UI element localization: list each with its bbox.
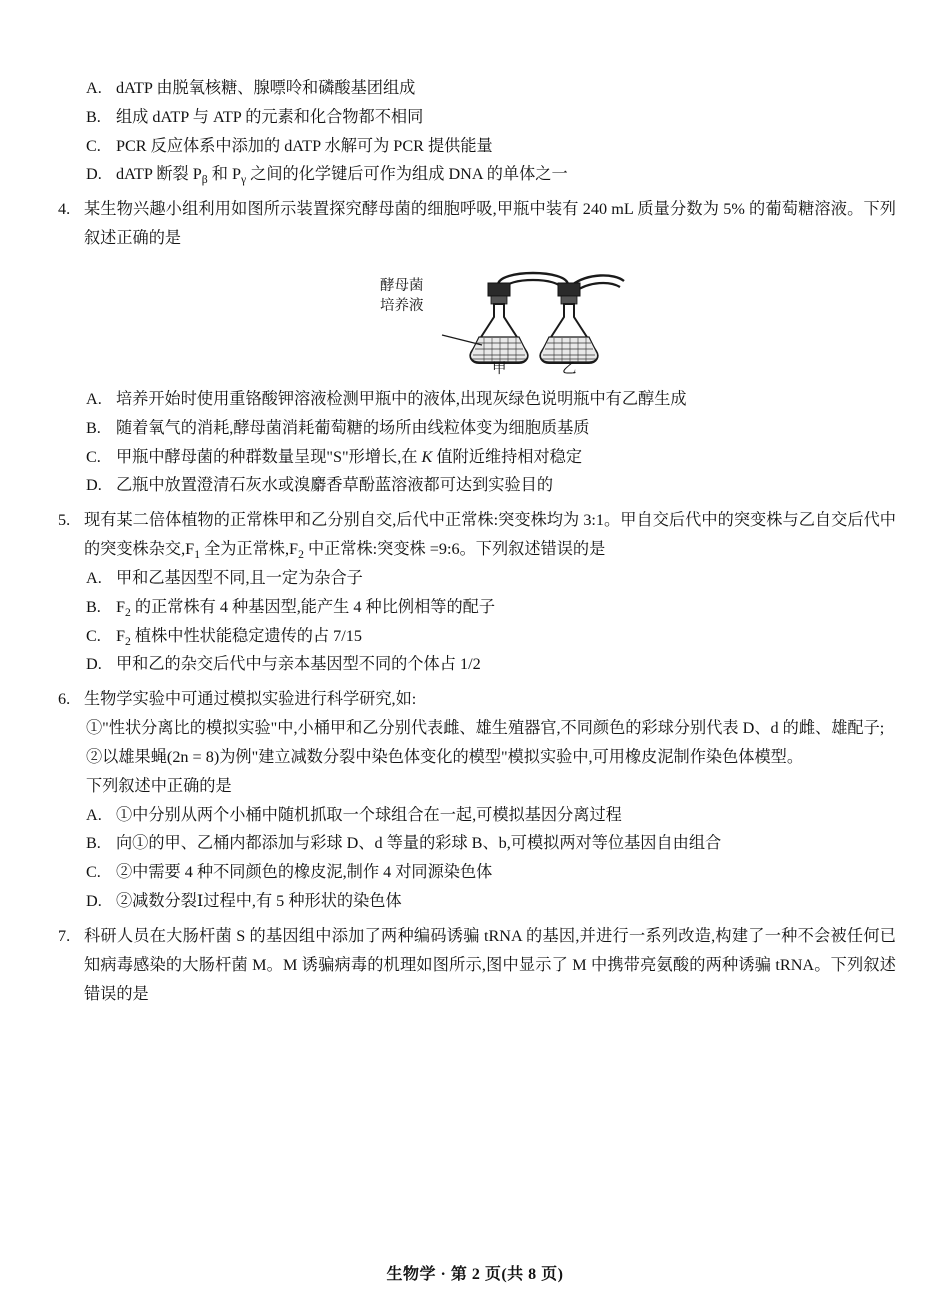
option-row[interactable]: [58, 74, 896, 103]
option-label: D.: [86, 165, 102, 184]
option-text: 甲和乙的杂交后代中与亲本基因型不同的个体占 1/2: [116, 655, 481, 674]
question-stem: 现有某二倍体植物的正常株甲和乙分别自交,后代中正常株:突变株均为 3:1。甲自交后代中的突变株与乙自交后代中的突变株杂交$,F_1$ 全为正常株$,F_2$ 中正常株:突变株 =9:6。下列叙述错误的是: [84, 511, 896, 562]
option-label: C.: [86, 136, 101, 155]
option-text: ②中需要 4 种不同颜色的橡皮泥,制作 4 对同源染色体: [116, 863, 493, 882]
question-number: 4.: [58, 200, 71, 219]
option-text: ②减数分裂Ⅰ过程中,有 5 种形状的染色体: [116, 892, 402, 911]
option-text: 培养开始时使用重铬酸钾溶液检测甲瓶中的液体,出现灰绿色说明瓶中有乙醇生成: [116, 389, 687, 408]
question-sub-item-2: ②以雄果蝇(2n = 8)为例"建立减数分裂中染色体变化的模型"模拟实验中,可用橡皮泥制作染色体模型。: [86, 747, 804, 766]
option-label: A.: [86, 389, 102, 408]
option-text: $F_2$ 的正常株有 4 种基因型,能产生 4 种比例相等的配子: [116, 597, 496, 619]
question-prompt-line: 下列叙述中正确的是: [86, 776, 232, 795]
option-text: 组成 dATP 与 ATP 的元素和化合物都不相同: [116, 107, 424, 126]
option-row[interactable]: [58, 132, 896, 161]
option-row[interactable]: [58, 650, 896, 679]
option-label: D.: [86, 476, 102, 495]
question-block-4: [58, 195, 896, 500]
option-row[interactable]: [58, 622, 896, 651]
option-label: B.: [86, 834, 101, 853]
option-label: B.: [86, 418, 101, 437]
option-label: C.: [86, 863, 101, 882]
option-row[interactable]: [58, 160, 896, 189]
option-text: 随着氧气的消耗,酵母菌消耗葡萄糖的场所由线粒体变为细胞质基质: [116, 418, 590, 437]
question-stem: 科研人员在大肠杆菌 S 的基因组中添加了两种编码诱骗 tRNA 的基因,并进行一系列改造,构建了一种不会被任何已知病毒感染的大肠杆菌 M。M 诱骗病毒的机理如图所示,图中显示了 M 中携带亮氨酸的两种诱骗 tRNA。下列叙述错误的是: [84, 926, 896, 1003]
figure-label-culture: 酵母菌 培养液: [380, 277, 424, 314]
option-text: dATP 由脱氧核糖、腺嘌呤和磷酸基团组成: [116, 79, 416, 97]
option-label: C.: [86, 626, 101, 645]
question-stem: 某生物兴趣小组利用如图所示装置探究酵母菌的细胞呼吸,甲瓶中装有 240 mL 质量分数为 5% 的葡萄糖溶液。下列叙述正确的是: [84, 200, 896, 248]
option-text: 甲和乙基因型不同,且一定为杂合子: [116, 568, 363, 587]
option-text: 乙瓶中放置澄清石灰水或溴麝香草酚蓝溶液都可达到实验目的: [116, 476, 554, 495]
option-row[interactable]: [58, 471, 896, 500]
option-text: $F_2$ 植株中性状能稳定遗传的占 7/15: [116, 626, 362, 648]
question-stem: 生物学实验中可通过模拟实验进行科学研究,如:: [84, 690, 417, 709]
option-row[interactable]: [58, 385, 896, 414]
figure-label-flask-right: 乙: [562, 360, 577, 377]
option-label: A.: [86, 79, 102, 97]
option-label: C.: [86, 447, 101, 466]
option-text: ①中分别从两个小桶中随机抓取一个球组合在一起,可模拟基因分离过程: [116, 805, 622, 824]
option-row[interactable]: [58, 414, 896, 443]
option-row[interactable]: [58, 887, 896, 916]
apparatus-diagram: [58, 259, 896, 377]
question-number: 5.: [58, 511, 71, 530]
option-row[interactable]: [58, 801, 896, 830]
option-row[interactable]: [58, 443, 896, 472]
question-block-7: [58, 922, 896, 1008]
option-label: B.: [86, 107, 101, 126]
question-block-5: [58, 506, 896, 679]
question-number: 7.: [58, 926, 71, 945]
option-label: D.: [86, 892, 102, 911]
question-sub-item-1: ①"性状分离比的模拟实验"中,小桶甲和乙分别代表雌、雄生殖器官,不同颜色的彩球分别代表 D、d 的雌、雄配子;: [86, 719, 885, 738]
option-text: 向①的甲、乙桶内都添加与彩球 D、d 等量的彩球 B、b,可模拟两对等位基因自由组合: [116, 834, 722, 853]
question-block-6: [58, 685, 896, 916]
option-text: 甲瓶中酵母菌的种群数量呈现"S"形增长,在 K 值附近维持相对稳定: [116, 447, 583, 466]
question-number: 6.: [58, 690, 71, 709]
option-label: D.: [86, 655, 102, 674]
option-row[interactable]: [58, 564, 896, 593]
option-label: A.: [86, 568, 102, 587]
option-row[interactable]: [58, 593, 896, 622]
option-row[interactable]: [58, 829, 896, 858]
figure-label-flask-left: 甲: [492, 360, 507, 377]
page-footer: 生物学 · 第 2 页(共 8 页): [386, 1266, 564, 1283]
option-label: B.: [86, 597, 101, 616]
option-row[interactable]: [58, 103, 896, 132]
option-text: dATP 断裂 $P_\beta$ 和 $P_\gamma$ 之间的化学键后可作为组成 DNA 的单体之一: [116, 165, 568, 187]
page-content: [58, 74, 896, 1010]
question-block-continued: [58, 74, 896, 189]
option-text: PCR 反应体系中添加的 dATP 水解可为 PCR 提供能量: [116, 136, 493, 155]
option-label: A.: [86, 805, 102, 824]
experiment-apparatus-figure: [58, 259, 896, 377]
option-row[interactable]: [58, 858, 896, 887]
